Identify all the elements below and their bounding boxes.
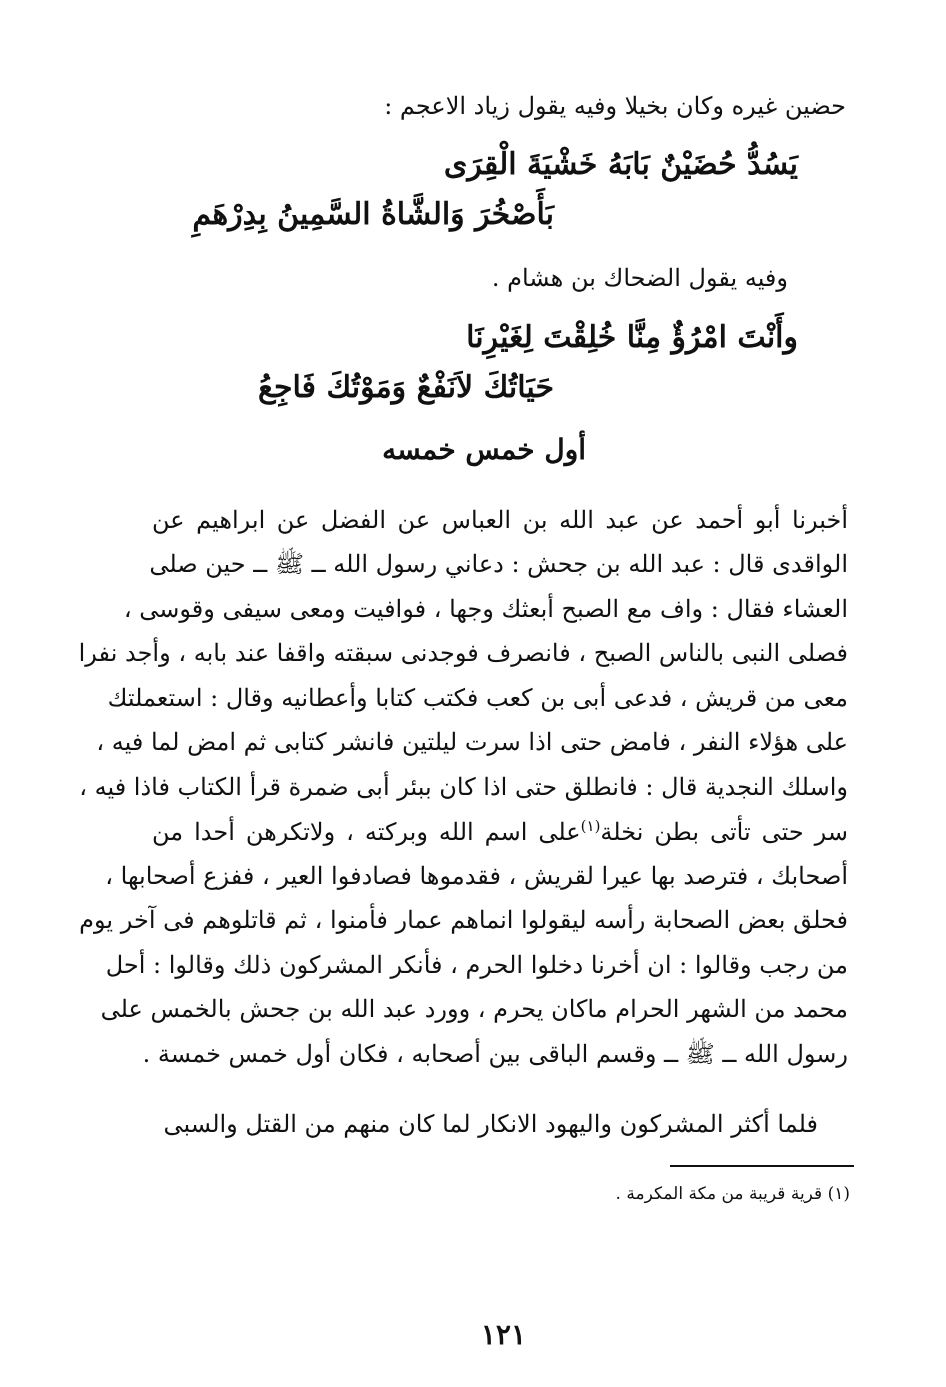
body-line-8 [152,819,848,844]
footnote-text: (١) قرية قريبة من مكة المكرمة . [615,1184,850,1204]
body-line-7: واسلك النجدية قال : فانطلق حتى اذا كان ببئر أبى ضمرة قرأ الكتاب فاذا فيه ، [79,773,848,801]
section-heading: أول خمس خمسه [382,433,586,466]
intro-line-2: وفيه يقول الضحاك بن هشام . [491,264,788,292]
body-line-3: العشاء فقال : واف مع الصبح أبعثك وجها ، فوافيت ومعى سيفى وقوسى ، [123,595,848,623]
body-line-5: معى من قريش ، فدعى أبى بن كعب فكتب كتابا وأعطانيه وقال : استعملتك [107,684,848,712]
page-number: ١٢١ [480,1318,526,1351]
continuation-line: فلما أكثر المشركون واليهود الانكار لما كان منهم من القتل والسبى [163,1110,818,1138]
footnote-marker: (١) [580,817,601,835]
body-line-12: محمد من الشهر الحرام ماكان يحرم ، وورد عبد الله بن جحش بالخمس على [100,995,848,1023]
intro-line-1: حضين غيره وكان بخيلا وفيه يقول زياد الاعجم : [384,92,846,120]
body-line-6: على هؤلاء النفر ، فامض حتى اذا سرت ليلتين فانشر كتابى ثم امض لما فيه ، [96,728,848,756]
footnote-divider [670,1165,854,1167]
body-line-1: أخبرنا أبو أحمد عن عبد الله بن العباس عن الفضل عن ابراهيم عن [152,506,848,534]
verse-1-hemistich-1: يَسُدُّ حُضَيْنٌ بَابَهُ خَشْيَةَ الْقِرَى [443,147,798,182]
verse-2-hemistich-1: وأَنْتَ امْرُؤٌ مِنَّا خُلِقْتَ لِغَيْرِنَا [466,320,798,355]
body-line-8-start: سر حتى تأتى بطن نخلة [600,818,849,846]
body-line-8-end: على اسم الله وبركته ، ولاتكرهن أحدا من [152,818,581,846]
body-line-9: أصحابك ، فترصد بها عيرا لقريش ، فقدموها فصادفوا العير ، ففزع أصحابها ، [105,862,848,890]
verse-1-hemistich-2: بَأَصْخُرَ وَالشَّاةُ السَّمِينُ بِدِرْهَمِ [192,197,554,232]
body-line-13: رسول الله ــ ﷺ ــ وقسم الباقى بين أصحابه ، فكان أول خمس خمسة . [142,1040,848,1068]
body-line-11: من رجب وقالوا : ان أخرنا دخلوا الحرم ، فأنكر المشركون ذلك وقالوا : أحل [105,951,848,979]
body-line-2: الواقدى قال : عبد الله بن جحش : دعاني رسول الله ــ ﷺ ــ حين صلى [149,550,848,578]
verse-2-hemistich-2: حَيَاتُكَ لاَنَفْعٌ وَمَوْتُكَ فَاجِعُ [258,370,554,405]
body-line-4: فصلى النبى بالناس الصبح ، فانصرف فوجدنى سبقته واقفا عند بابه ، وأجد نفرا [78,639,848,667]
body-line-10: فحلق بعض الصحابة رأسه ليقولوا انماهم عمار فأمنوا ، ثم قاتلوهم فى آخر يوم [79,906,848,934]
